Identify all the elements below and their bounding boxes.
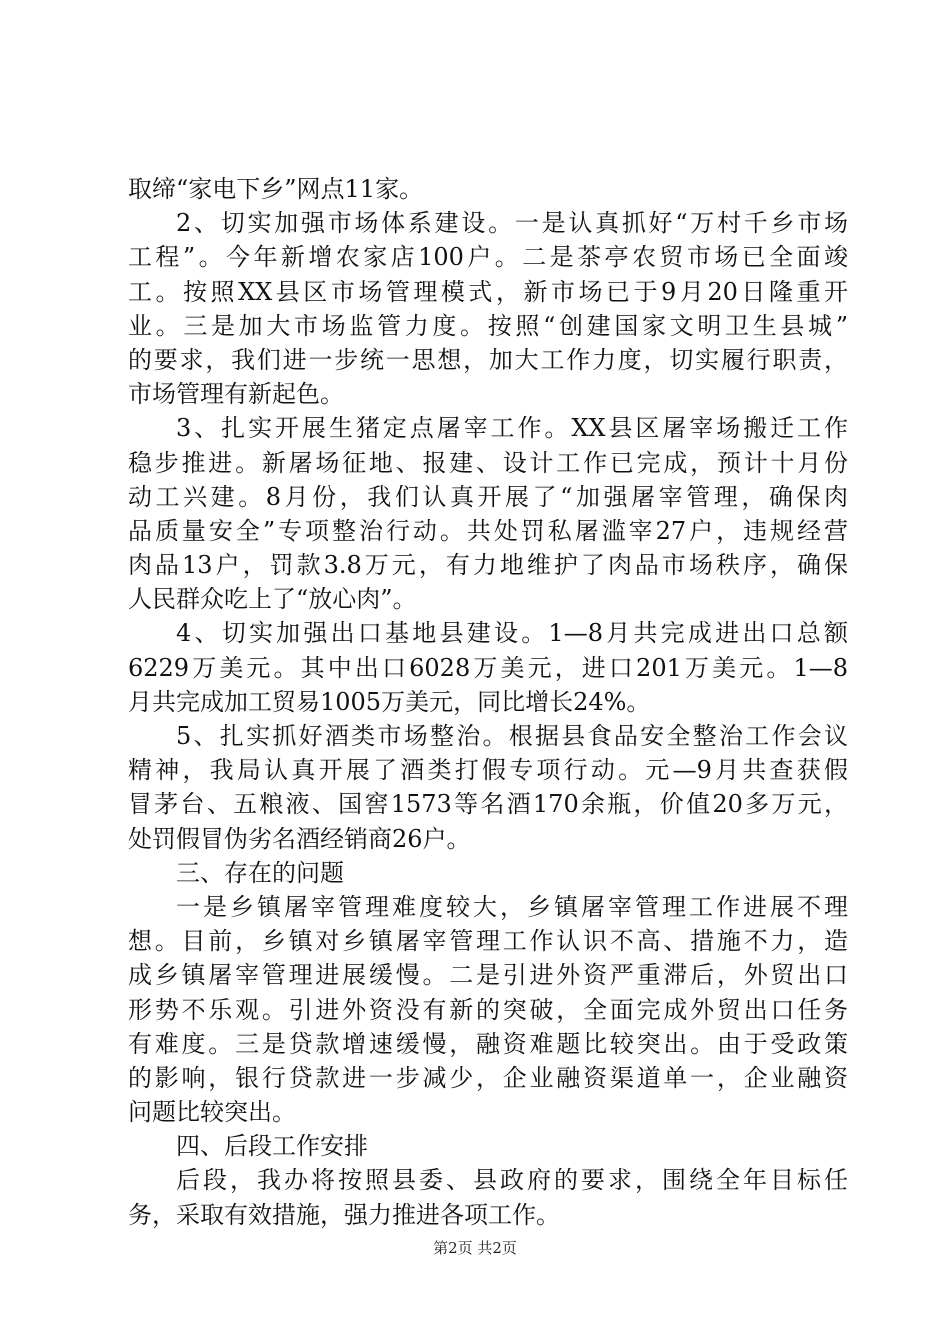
text-line: 工。按照XX县区市场管理模式，新市场已于9月20日隆重开 <box>128 277 848 306</box>
text-line: 市场管理有新起色。 <box>128 380 344 409</box>
text-line: 月共完成加工贸易1005万美元，同比增长24%。 <box>128 687 651 716</box>
text-line: 形势不乐观。引进外资没有新的突破，全面完成外贸出口任务 <box>128 995 848 1024</box>
document-body <box>128 172 848 1232</box>
text-line: 冒茅台、五粮液、国窖1573等名酒170余瓶，价值20多万元， <box>128 790 848 819</box>
text-line: 精神，我局认真开展了酒类打假专项行动。元—9月共查获假 <box>128 756 848 785</box>
text-line: 5、扎实抓好酒类市场整治。根据县食品安全整治工作会议 <box>176 722 848 750</box>
text-line: 三、存在的问题 <box>176 858 344 887</box>
text-line: 品质量安全”专项整治行动。共处罚私屠滥宰27户，违规经营 <box>128 516 848 545</box>
text-line: 一是乡镇屠宰管理难度较大，乡镇屠宰管理工作进展不理 <box>176 892 848 921</box>
text-line: 务，采取有效措施，强力推进各项工作。 <box>128 1200 560 1229</box>
text-line: 6229万美元。其中出口6028万美元，进口201万美元。1—8 <box>128 653 848 682</box>
text-line: 四、后段工作安排 <box>176 1132 368 1161</box>
text-line: 业。三是加大市场监管力度。按照“创建国家文明卫生县城” <box>128 311 848 340</box>
text-line: 问题比较突出。 <box>128 1098 296 1127</box>
text-line: 有难度。三是贷款增速缓慢，融资难题比较突出。由于受政策 <box>128 1029 848 1058</box>
text-line: 3、扎实开展生猪定点屠宰工作。XX县区屠宰场搬迁工作 <box>176 414 848 443</box>
text-line: 2、切实加强市场体系建设。一是认真抓好“万村千乡市场 <box>176 209 848 238</box>
text-line: 处罚假冒伪劣名酒经销商26户。 <box>128 824 471 853</box>
text-line: 后段，我办将按照县委、县政府的要求，围绕全年目标任 <box>176 1166 848 1195</box>
text-line: 稳步推进。新屠场征地、报建、设计工作已完成，预计十月份 <box>128 448 848 477</box>
text-line: 肉品13户，罚款3.8万元，有力地维护了肉品市场秩序，确保 <box>128 551 848 580</box>
text-line: 工程”。今年新增农家店100户。二是茶亭农贸市场已全面竣 <box>128 243 848 272</box>
page-footer: 第2页 共2页 <box>433 1239 517 1257</box>
text-line: 想。目前，乡镇对乡镇屠宰管理工作认识不高、措施不力，造 <box>128 927 848 956</box>
text-line: 的要求，我们进一步统一思想，加大工作力度，切实履行职责， <box>128 345 848 374</box>
text-line: 动工兴建。8月份，我们认真开展了“加强屠宰管理，确保肉 <box>128 482 848 511</box>
text-line: 成乡镇屠宰管理进展缓慢。二是引进外资严重滞后，外贸出口 <box>128 961 848 990</box>
text-line: 人民群众吃上了“放心肉”。 <box>128 585 417 614</box>
text-line: 的影响，银行贷款进一步减少，企业融资渠道单一，企业融资 <box>128 1063 848 1092</box>
text-line: 4、切实加强出口基地县建设。1—8月共完成进出口总额 <box>176 619 848 648</box>
text-line: 取缔“家电下乡”网点11家。 <box>128 175 424 203</box>
